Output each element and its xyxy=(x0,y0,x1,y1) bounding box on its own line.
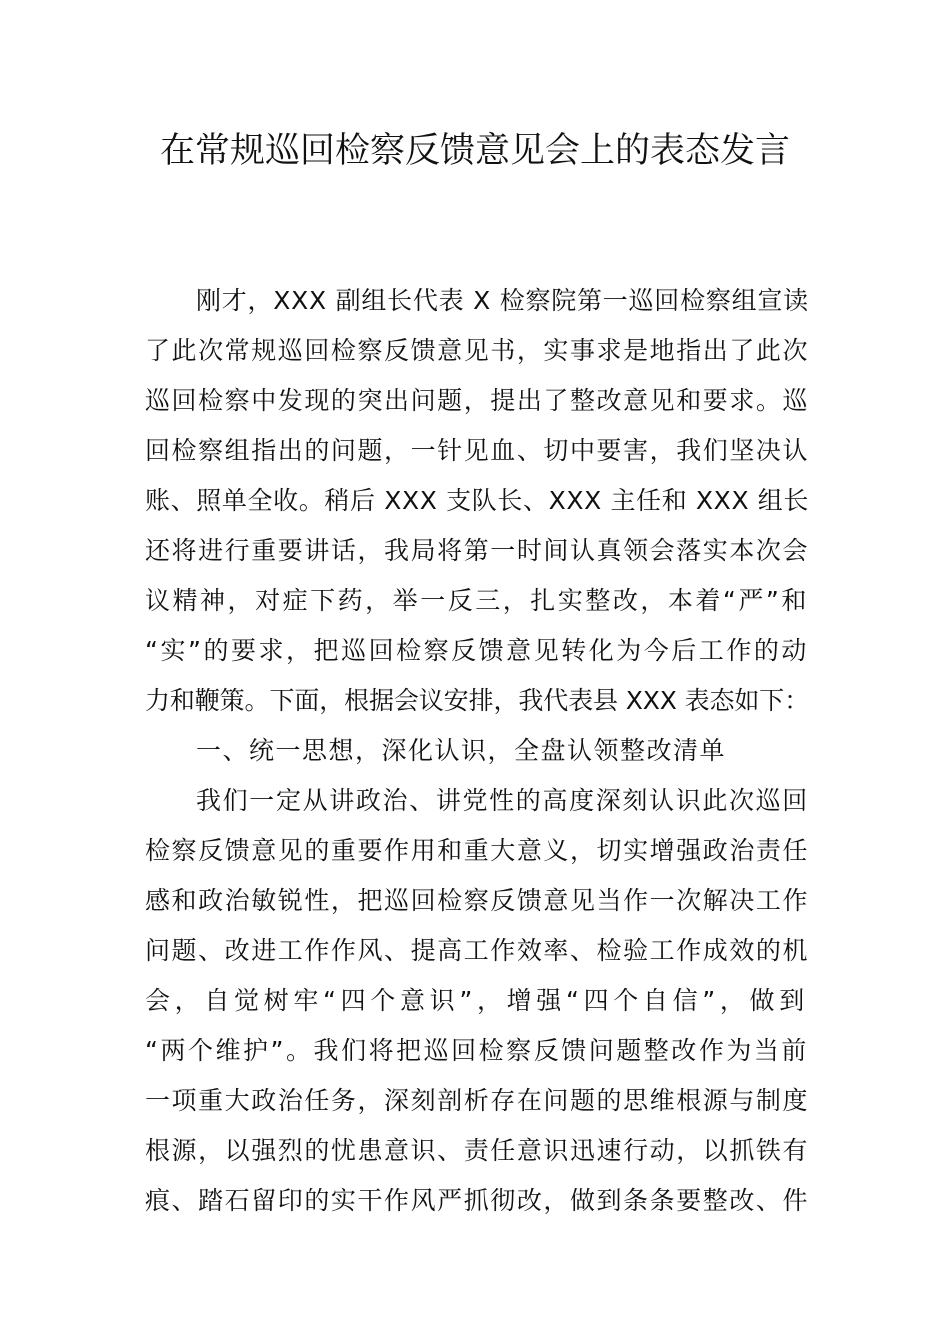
paragraph-line: 问题、改进工作作风、提高工作效率、检验工作成效的机 xyxy=(145,936,810,965)
paragraph xyxy=(145,776,809,1226)
paragraph-line: “实”的要求，把巡回检察反馈意见转化为今后工作的动 xyxy=(145,636,809,665)
paragraph-line: 刚才，XXX 副组长代表 X 检察院第一巡回检察组宣读 xyxy=(196,286,809,315)
paragraph-line: 感和政治敏锐性，把巡回检察反馈意见当作一次解决工作 xyxy=(145,886,810,915)
paragraph-line: 议精神，对症下药，举一反三，扎实整改，本着“严”和 xyxy=(145,586,809,615)
paragraph-line: 一项重大政治任务，深刻剖析存在问题的思维根源与制度 xyxy=(145,1086,810,1115)
document-title: 在常规巡回检察反馈意见会上的表态发言 xyxy=(159,131,790,171)
paragraph-line: 我们一定从讲政治、讲党性的高度深刻认识此次巡回 xyxy=(196,786,809,815)
paragraph-line: 检察反馈意见的重要作用和重大意义，切实增强政治责任 xyxy=(145,836,810,865)
paragraph-line: 根源，以强烈的忧患意识、责任意识迅速行动，以抓铁有 xyxy=(145,1136,810,1165)
paragraph-line: 力和鞭策。下面，根据会议安排，我代表县 XXX 表态如下： xyxy=(145,686,810,715)
paragraph xyxy=(145,276,809,726)
paragraph-line: 账、照单全收。稍后 XXX 支队长、XXX 主任和 XXX 组长 xyxy=(145,486,810,515)
paragraph-line: 一、统一思想，深化认识，全盘认领整改清单 xyxy=(196,736,727,765)
paragraph-line: 痕、踏石留印的实干作风严抓彻改，做到条条要整改、件 xyxy=(145,1186,810,1215)
paragraph-line: “两个维护”。我们将把巡回检察反馈问题整改作为当前 xyxy=(145,1036,809,1065)
paragraph-line: 了此次常规巡回检察反馈意见书，实事求是地指出了此次 xyxy=(145,336,810,365)
paragraph-line: 巡回检察中发现的突出问题，提出了整改意见和要求。巡 xyxy=(145,386,810,415)
paragraph-line: 会，自觉树牢“四个意识”，增强“四个自信”，做到 xyxy=(145,986,809,1015)
paragraph-line: 回检察组指出的问题，一针见血、切中要害，我们坚决认 xyxy=(145,436,810,465)
document-body xyxy=(145,276,809,1226)
paragraph-line: 还将进行重要讲话，我局将第一时间认真领会落实本次会 xyxy=(145,536,810,565)
paragraph xyxy=(145,726,809,776)
